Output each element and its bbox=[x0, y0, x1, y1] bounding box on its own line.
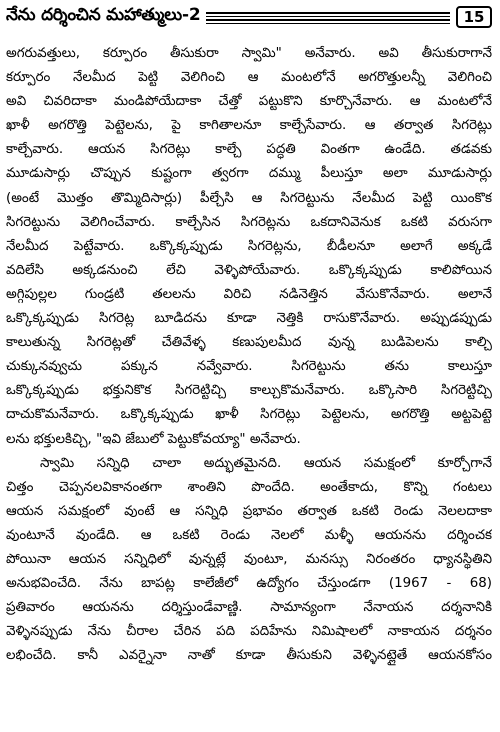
text-line: అగరువత్తులు, కర్పూరం తీసుకురా స్వామి" అనేవారు. అవి తీసుకురాగానే bbox=[6, 46, 492, 61]
text-line: అవి చివరిదాకా మండిపోయేదాకా చేత్తో పట్టుకొని కూర్చొనేవారు. ఆ మంటలోనే bbox=[6, 94, 492, 110]
text-line: కాలుతున్న సిగరెట్లతో చేతివేళ్ళ కణుపులమీద వున్న బుడిపెలను కాల్చి bbox=[6, 335, 492, 351]
text-line: చిత్తం చెప్పనలవికానంతగా శాంతిని పొందేది. అంతేకాదు, కొన్ని గంటలు bbox=[6, 479, 492, 495]
text-line: సిగరెట్టును వెలిగించేవారు. కాల్చేసిన సిగరెట్లను ఒకదానివెనుక ఒకటి వరుసగా bbox=[6, 214, 492, 230]
text-line: నేలమీద పెట్టేవారు. ఒక్కొక్కప్పుడు సిగరెట్లను, బీడీలనూ అలాగే అక్కడే bbox=[6, 238, 492, 254]
text-line: ఒక్కొక్కప్పుడు భక్తునికొక సిగరెట్టిచ్చి కాల్చుకొమనేవారు. ఒక్కొసారి సిగరెట్టిచ్చి bbox=[6, 383, 492, 399]
text-line: ఖాళీ అగరొత్తి పెట్టెలను, పై కాగితాలనూ కాల్చేసేవారు. ఆ తర్వాత సిగరెట్లు bbox=[6, 118, 492, 134]
page-number: 15 bbox=[456, 6, 492, 28]
text-line: మూడుసార్లు చొప్పున కుష్టంగా త్వరగా దమ్ము పీలుస్తూ అలా మూడుసార్లు bbox=[6, 166, 492, 182]
text-line: వెళ్ళినప్పుడు నేను చీరాల చేరిన పది పదిహేను నిమిషాలలో నాకాయన దర్శనం bbox=[6, 624, 492, 640]
header-rule-line bbox=[206, 16, 450, 17]
text-line: చుక్కునవ్వుచు పక్కున నవ్వేవారు. సిగరెట్టును తను కాలుస్తూ bbox=[6, 359, 492, 375]
text-line: ఒక్కొక్కప్పుడు సిగరెట్ల బూడిదను కూడా నెత్తికి రాసుకొనేవారు. అప్పుడప్పుడు bbox=[6, 311, 492, 327]
text-line: వదిలేసి అక్కడనుంచి లేచి వెళ్ళిపోయేవారు. ఒక్కొక్కప్పుడు కాలిపోయిన bbox=[6, 262, 492, 278]
text-line: (అంటే మొత్తం తొమ్మిదిసార్లు) పీల్చేసి ఆ సిగరెట్టును నేలమీద పెట్టి యింకొక bbox=[6, 190, 492, 206]
body-text bbox=[6, 42, 492, 668]
text-line: లభించేది. కానీ ఎవర్నైనా నాతో కూడా తీసుకుని వెళ్ళినట్లైతే ఆయనకోసం bbox=[6, 648, 492, 664]
text-line: అనుభవించేది. నేను బాపట్ల కాలేజీలో ఉద్యోగం చేస్తుండగా (1967 - 68) bbox=[6, 576, 492, 592]
text-line: ఆయన సమక్షంలో వుంటే ఆ సన్నిధి ప్రభావం తర్వాత ఒకటి రెండు నెలలదాకా bbox=[6, 503, 492, 519]
header-rule-line bbox=[206, 23, 450, 24]
text-line: కర్పూరం నేలమీద పెట్టి వెలిగించి ఆ మంటలోనే అగరొత్తులన్నీ వెలిగించి bbox=[6, 70, 492, 86]
header-rule-line bbox=[206, 12, 450, 14]
text-line: వుంటూనే వుండేది. ఆ ఒకటి రెండు నెలలో మళ్ళీ ఆయనను దర్శించక bbox=[6, 527, 492, 543]
text-line: లను భక్తులకిచ్చి, "ఇవి జేబులో పెట్టుకోవయ్యా" అనేవారు. bbox=[6, 431, 301, 447]
text-line: కాల్చేవారు. ఆయన సిగరెట్లు కాల్చే పద్ధతి వింతగా ఉండేది. తడవకు bbox=[6, 142, 492, 158]
header-rule bbox=[206, 12, 450, 24]
page-header bbox=[6, 0, 492, 34]
text-line: పోయినా ఆయన సన్నిధిలో వున్నట్లే వుంటూ, మనస్సు నిరంతరం ధ్యానస్థితిని bbox=[6, 551, 492, 567]
book-title: నేను దర్శించిన మహాత్ములు-2 bbox=[6, 5, 201, 25]
text-line: అగ్గిపుల్లల గుండ్రటి తలలను విరిచి నడినెత్తిన వేసుకొనేవారు. అలానే bbox=[6, 286, 492, 302]
text-line: ప్రతివారం ఆయనను దర్శిస్తుండేవాణ్ణి. సామాన్యంగా నేనాయన దర్శనానికి bbox=[6, 600, 492, 616]
text-line: దాచుకొమనేవారు. ఒక్కొక్కప్పుడు ఖాళీ సిగరెట్లు పెట్టెలను, అగరొత్తి అట్టపెట్టె bbox=[6, 407, 492, 423]
paragraph-first-line: స్వామి సన్నిధి చాలా అద్భుతమైనది. ఆయన సమక్షంలో కూర్చోగానే bbox=[40, 455, 492, 471]
header-rule-line bbox=[206, 19, 450, 21]
